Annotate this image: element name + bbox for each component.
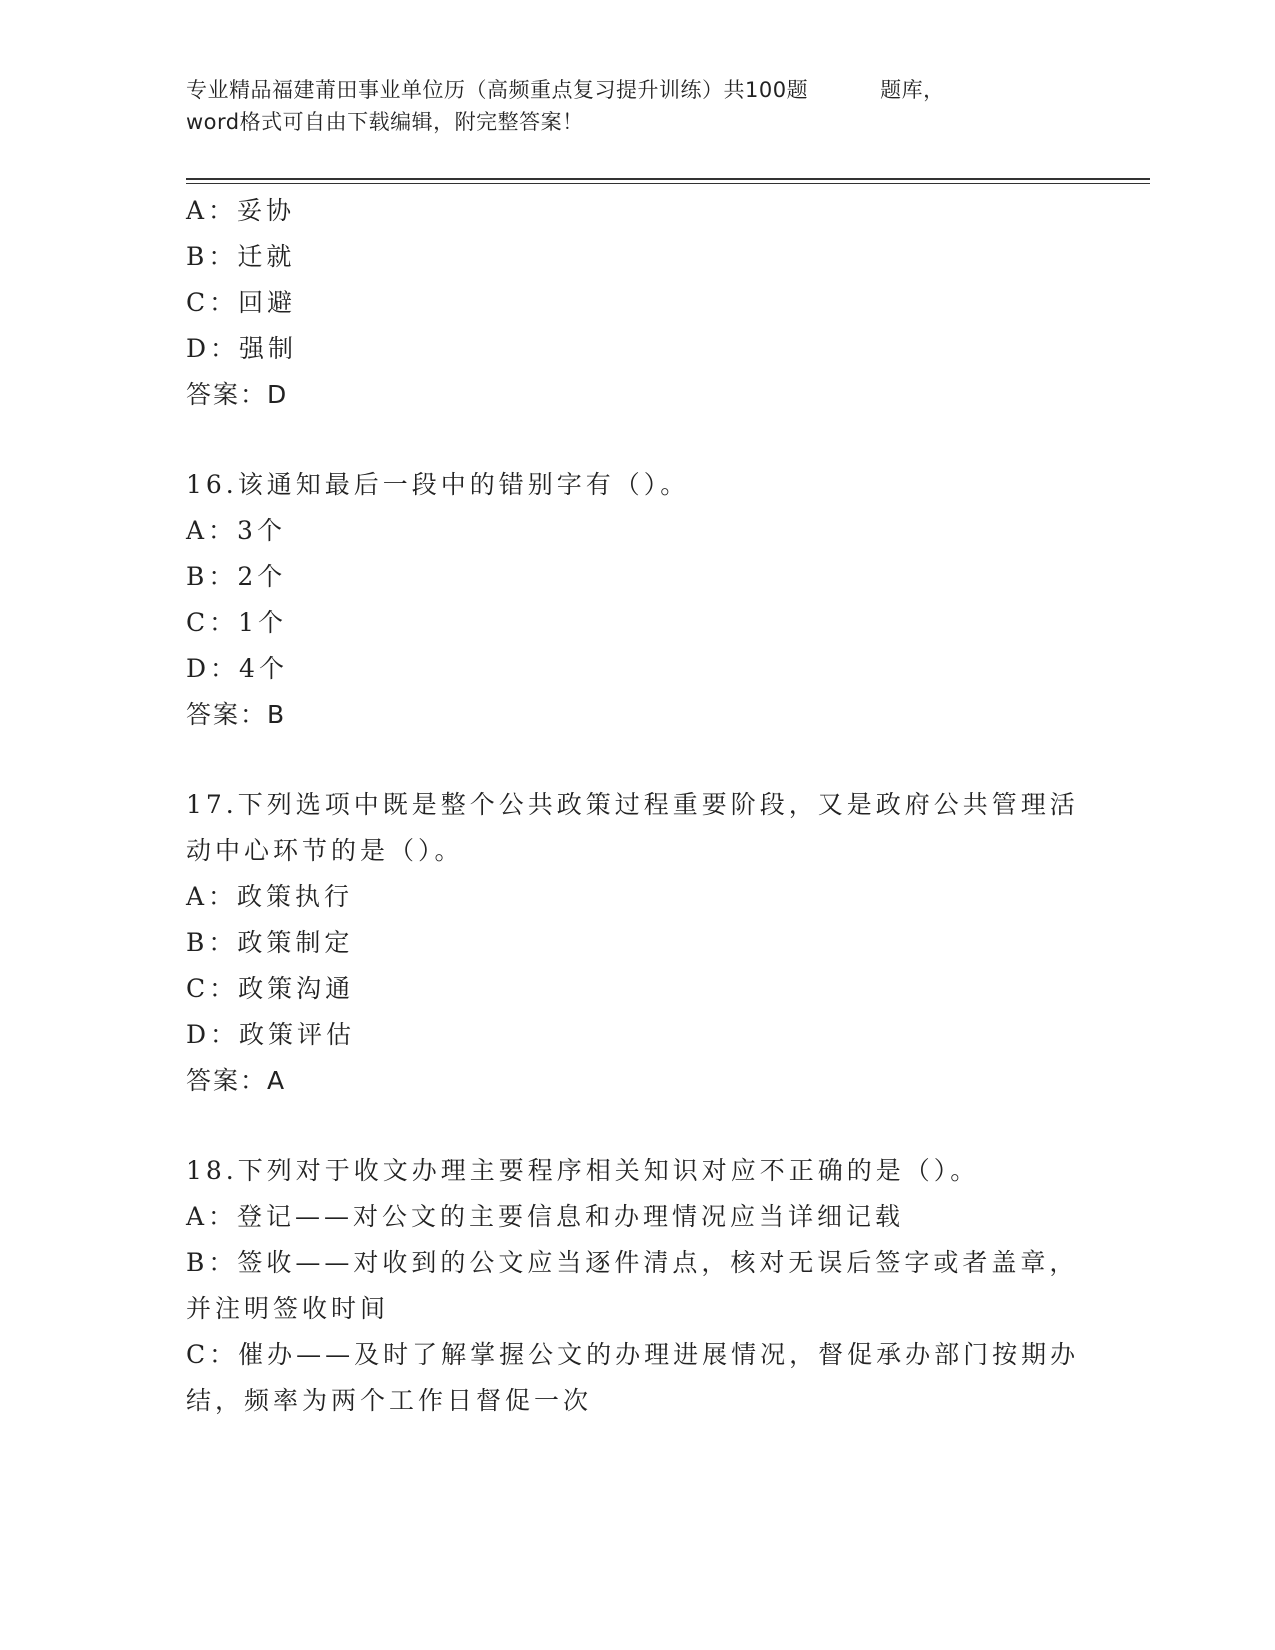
option-a: A：登记——对公文的主要信息和办理情况应当详细记载 xyxy=(186,1202,905,1231)
option-d: D：政策评估 xyxy=(186,1020,356,1049)
option-d: D：4个 xyxy=(186,654,288,683)
option-c: C：催办——及时了解掌握公文的办理进展情况，督促承办部门按期办 xyxy=(186,1340,1080,1369)
question-stem: 18.下列对于收文办理主要程序相关知识对应不正确的是（）。 xyxy=(186,1156,980,1185)
header-divider-thick xyxy=(186,178,1150,180)
option-b: B：签收——对收到的公文应当逐件清点，核对无误后签字或者盖章， xyxy=(186,1248,1079,1277)
option-c-continued: 结，频率为两个工作日督促一次 xyxy=(186,1386,593,1415)
question-18 xyxy=(186,1148,1086,1424)
question-16 xyxy=(186,462,1086,738)
option-a: A：政策执行 xyxy=(186,882,354,911)
question-17 xyxy=(186,782,1086,1104)
option-c: C：1个 xyxy=(186,608,288,637)
header-title-tail: 题库， xyxy=(880,78,945,102)
question-15 xyxy=(186,188,1086,418)
option-a: A：3个 xyxy=(186,516,286,545)
document-header xyxy=(186,74,1066,138)
header-title-line xyxy=(186,74,1066,106)
header-divider-thin xyxy=(186,183,1150,184)
option-c: C：回避 xyxy=(186,288,297,317)
option-d: D：强制 xyxy=(186,334,298,363)
option-a: A：妥协 xyxy=(186,196,296,225)
option-b: B：迁就 xyxy=(186,242,296,271)
question-list xyxy=(186,188,1086,1424)
question-stem: 16.该通知最后一段中的错别字有（）。 xyxy=(186,470,690,499)
answer-line: 答案：A xyxy=(186,1066,287,1095)
answer-line: 答案：B xyxy=(186,700,287,729)
header-title: 专业精品福建莆田事业单位历（高频重点复习提升训练）共100题 xyxy=(186,78,809,102)
option-b-continued: 并注明签收时间 xyxy=(186,1294,390,1323)
question-stem: 17.下列选项中既是整个公共政策过程重要阶段，又是政府公共管理活 xyxy=(186,790,1079,819)
option-b: B：政策制定 xyxy=(186,928,354,957)
header-subtitle: word格式可自由下载编辑，附完整答案！ xyxy=(186,110,584,134)
option-b: B：2个 xyxy=(186,562,287,591)
answer-line: 答案：D xyxy=(186,380,289,409)
question-stem-continued: 动中心环节的是（）。 xyxy=(186,836,464,865)
option-c: C：政策沟通 xyxy=(186,974,355,1003)
